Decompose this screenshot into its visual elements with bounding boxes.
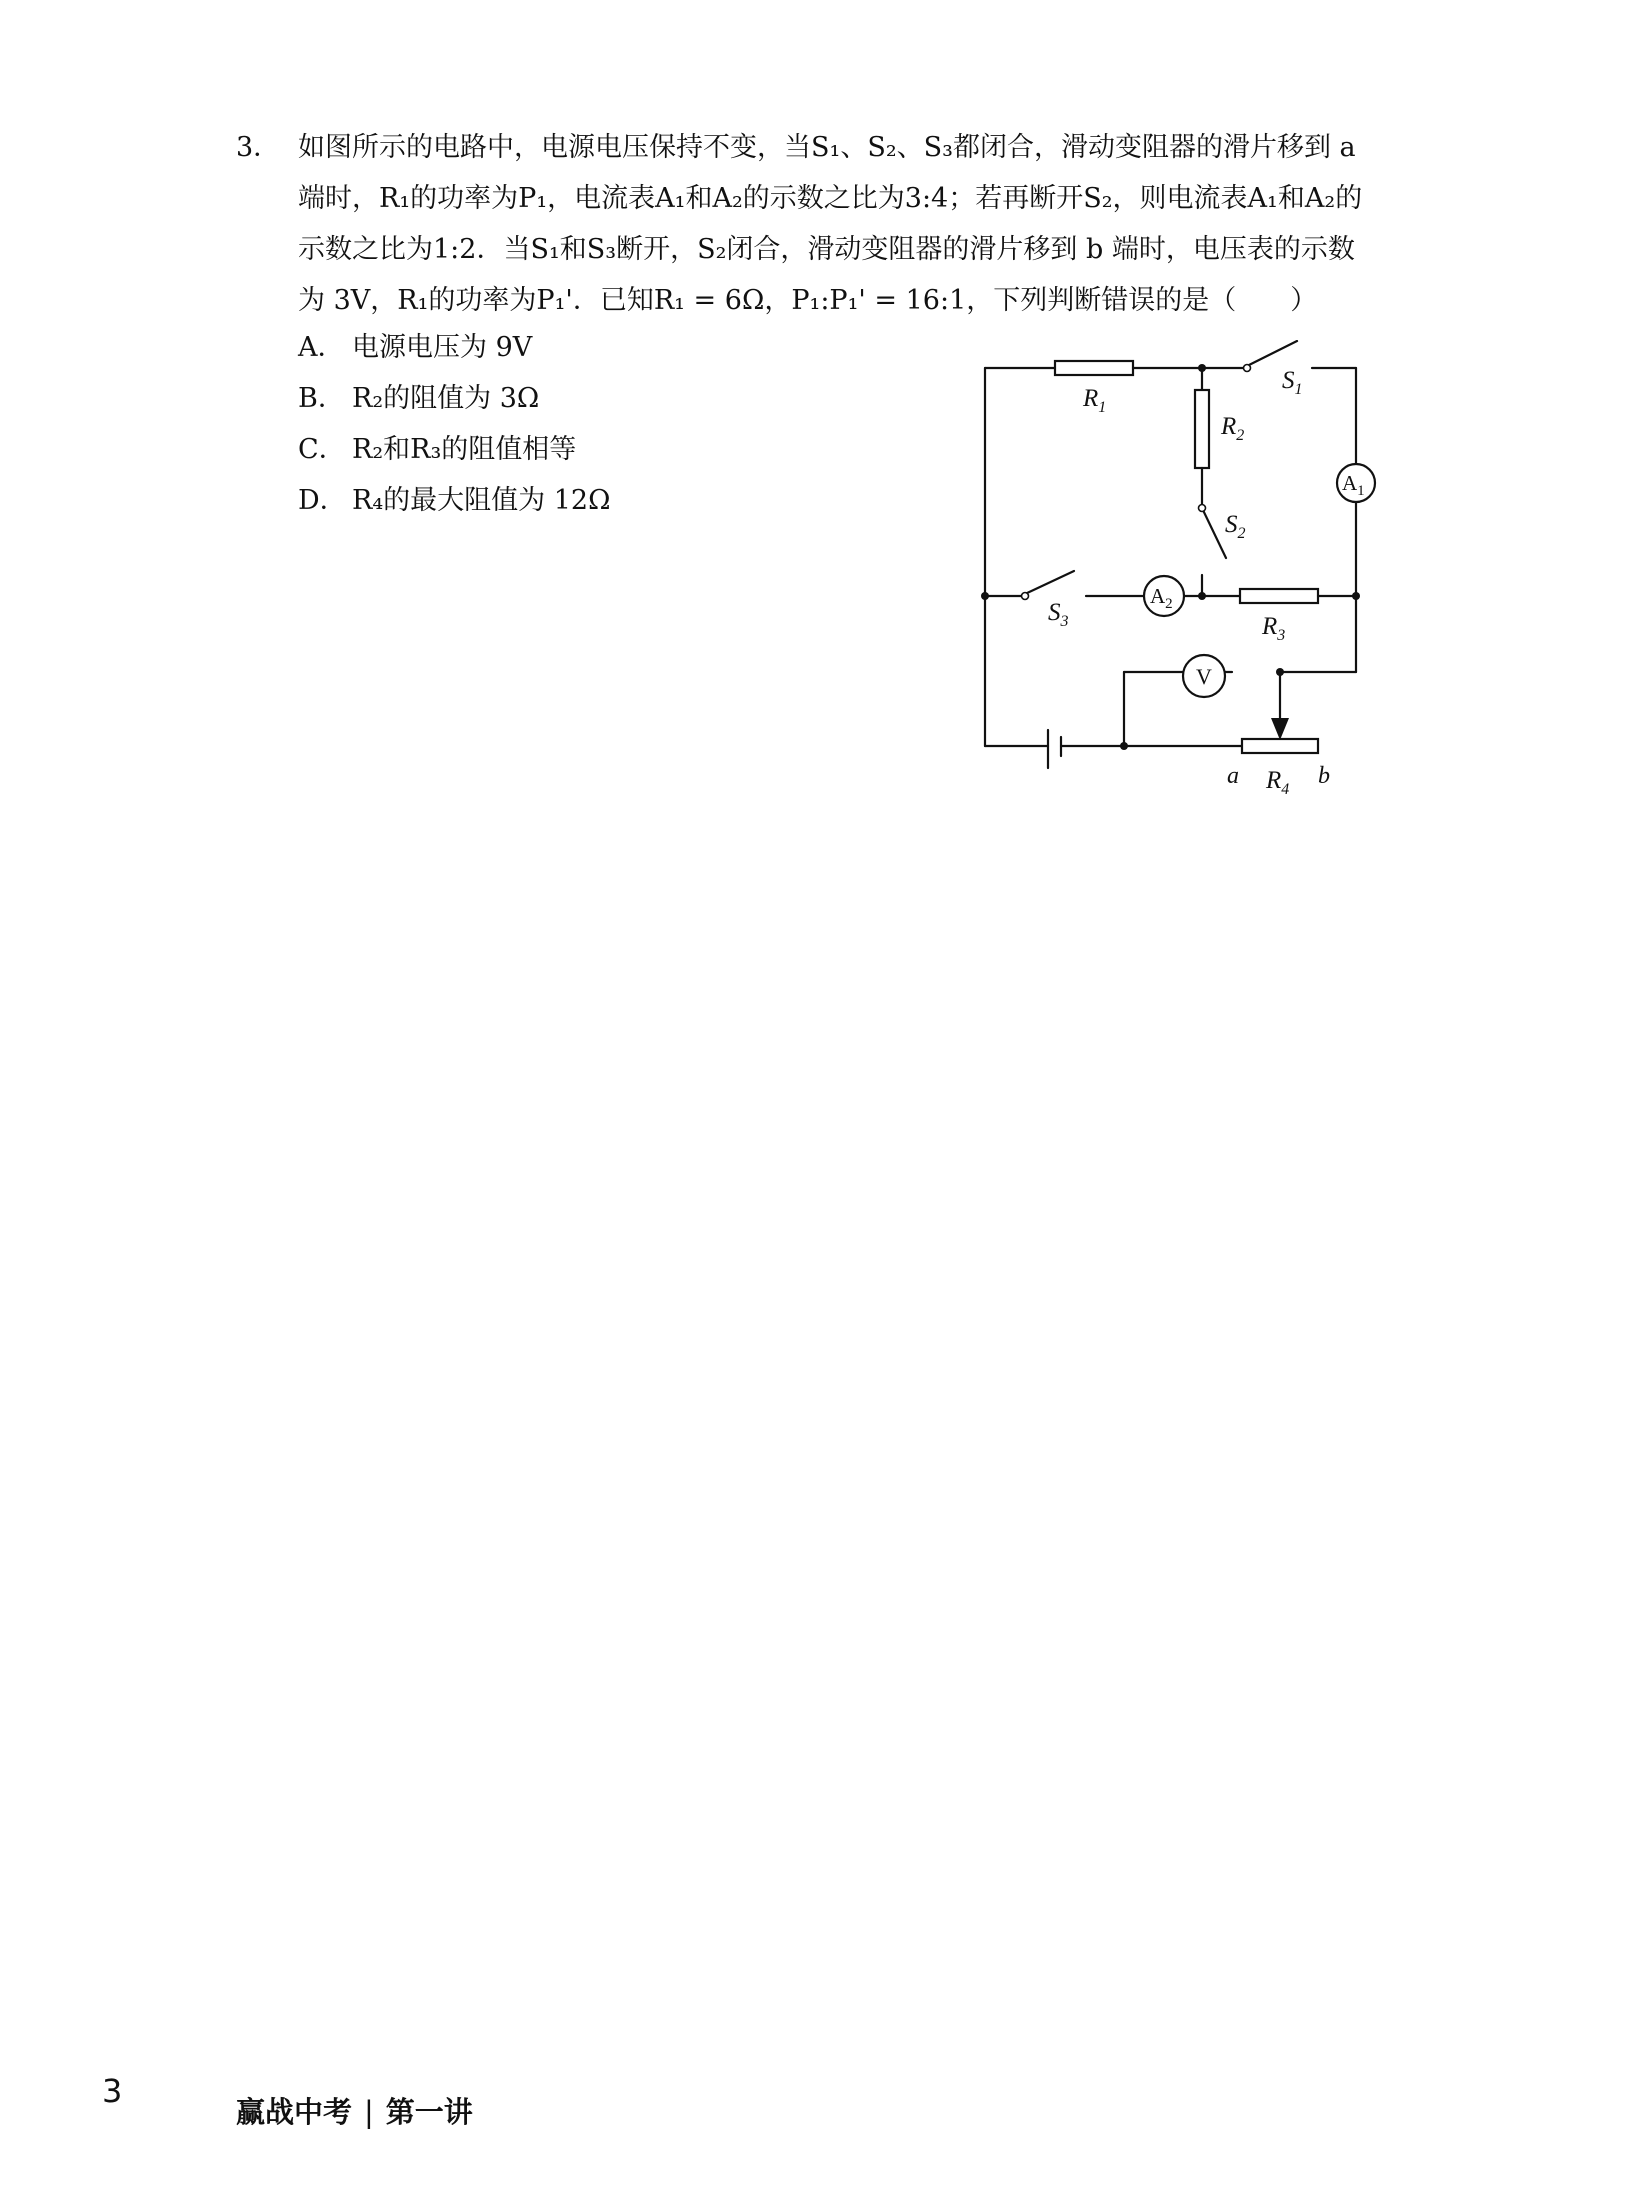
footer-separator: | bbox=[364, 2095, 374, 2129]
question-number: 3． bbox=[236, 132, 281, 163]
question-stem bbox=[298, 122, 1416, 326]
junction-dot bbox=[1276, 668, 1284, 676]
option-letter: C． bbox=[298, 434, 346, 465]
option-text: R₄的最大阻值为 12Ω bbox=[352, 485, 611, 516]
label-s3: $S_3$ bbox=[1048, 599, 1069, 630]
label-a-end: a bbox=[1227, 763, 1239, 789]
junction-dot bbox=[1352, 592, 1360, 600]
label-a1: $A_1$ bbox=[1342, 471, 1365, 499]
option-d bbox=[298, 475, 610, 526]
switch-s2-blade bbox=[1202, 508, 1226, 558]
option-a bbox=[298, 322, 610, 373]
junction-dot bbox=[981, 592, 989, 600]
question-3 bbox=[236, 122, 1416, 326]
label-r2: $R_2$ bbox=[1221, 413, 1245, 444]
option-letter: B． bbox=[298, 383, 345, 414]
question-line-4: 为 3V，R₁的功率为P₁'．已知R₁ = 6Ω，P₁:P₁' = 16:1，下列判断错误的是（ ） bbox=[298, 285, 1318, 316]
label-r3: $R_3$ bbox=[1262, 613, 1286, 644]
label-s1: $S_1$ bbox=[1282, 367, 1303, 398]
footer-section: 第一讲 bbox=[385, 2095, 473, 2129]
footer-title: 赢战中考 bbox=[236, 2095, 353, 2129]
option-text: 电源电压为 9V bbox=[352, 332, 533, 363]
label-r4: $R_4$ bbox=[1266, 767, 1290, 798]
rheostat-slider-arrow bbox=[1271, 718, 1289, 740]
option-c bbox=[298, 424, 610, 475]
switch-s3-blade bbox=[1025, 571, 1074, 594]
label-a2: $A_2$ bbox=[1150, 584, 1173, 612]
option-letter: D． bbox=[298, 485, 347, 516]
switch-contact bbox=[1244, 365, 1251, 372]
junction-dot bbox=[1120, 742, 1128, 750]
question-line-2: 端时，R₁的功率为P₁，电流表A₁和A₂的示数之比为3:4；若再断开S₂，则电流表A₁和A₂的 bbox=[298, 183, 1363, 214]
label-v: V bbox=[1196, 664, 1212, 689]
switch-contact bbox=[1022, 593, 1029, 600]
resistor-r1 bbox=[1055, 361, 1133, 375]
switch-s1-blade bbox=[1247, 341, 1297, 366]
junction-dot bbox=[1198, 592, 1206, 600]
junction-dot bbox=[1198, 364, 1206, 372]
rheostat-r4 bbox=[1242, 739, 1318, 753]
label-r1: $R_1$ bbox=[1083, 385, 1107, 416]
resistor-r3 bbox=[1240, 589, 1318, 603]
option-text: R₂和R₃的阻值相等 bbox=[352, 434, 577, 465]
question-line-1: 如图所示的电路中，电源电压保持不变，当S₁、S₂、S₃都闭合，滑动变阻器的滑片移到 a bbox=[298, 132, 1356, 163]
option-text: R₂的阻值为 3Ω bbox=[352, 383, 540, 414]
question-line-3: 示数之比为1:2．当S₁和S₃断开，S₂闭合，滑动变阻器的滑片移到 b 端时，电压表的示数 bbox=[298, 234, 1355, 265]
option-b bbox=[298, 373, 610, 424]
page-footer bbox=[236, 2090, 473, 2131]
resistor-r2 bbox=[1195, 390, 1209, 468]
answer-options bbox=[298, 322, 610, 526]
circuit-diagram bbox=[960, 340, 1400, 800]
page-number: 3 bbox=[102, 2072, 123, 2110]
option-letter: A． bbox=[298, 332, 345, 363]
label-b-end: b bbox=[1318, 763, 1330, 789]
label-s2: $S_2$ bbox=[1225, 511, 1246, 542]
switch-contact bbox=[1199, 505, 1206, 512]
